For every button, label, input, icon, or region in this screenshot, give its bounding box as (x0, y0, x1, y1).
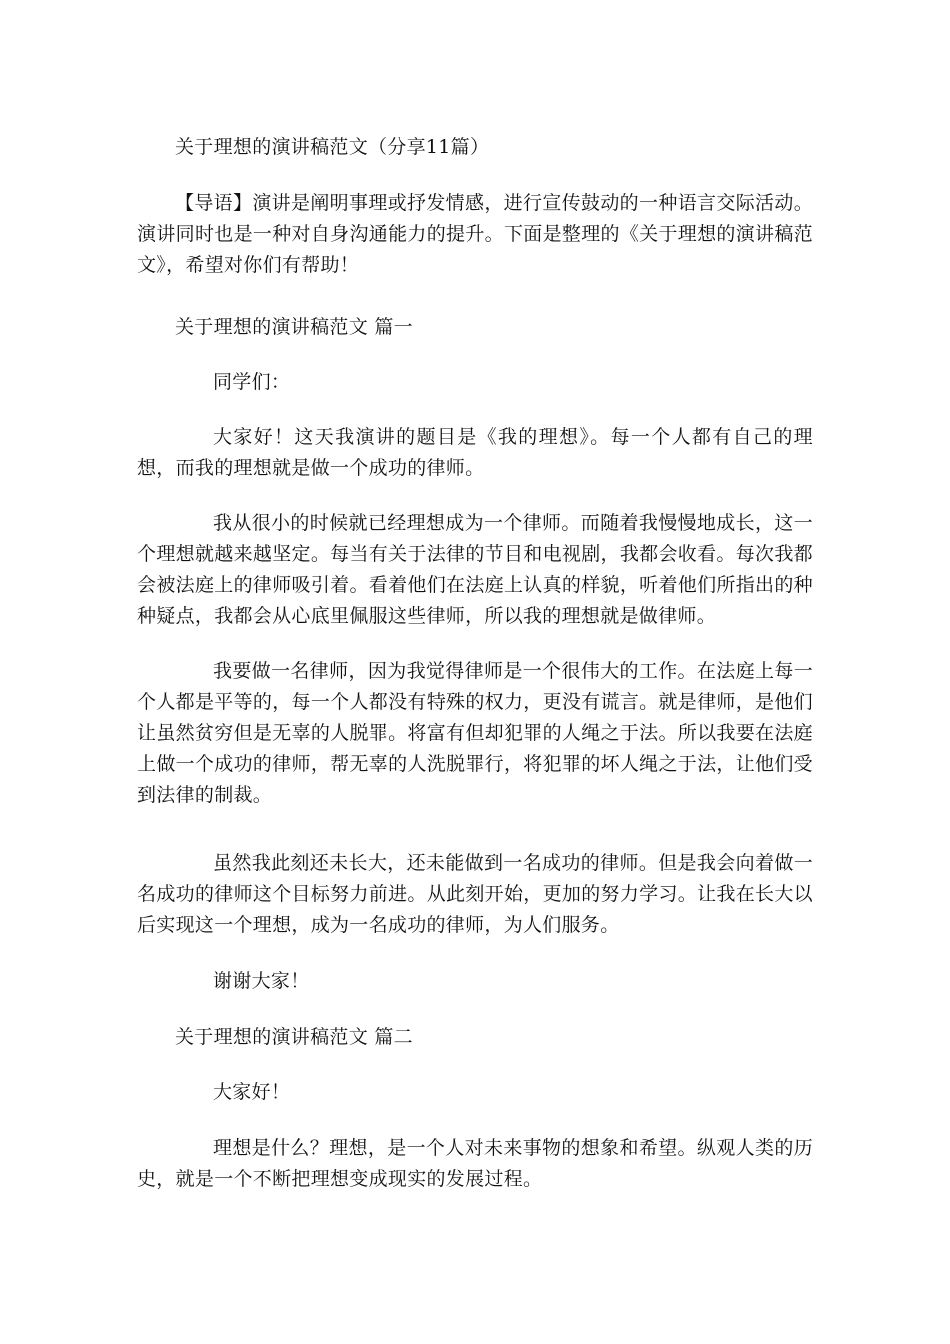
document-title: 关于理想的演讲稿范文（分享11篇） (175, 136, 490, 158)
paragraph-1-4: 虽然我此刻还未长大，还未能做到一名成功的律师。但是我会向着做一名成功的律师这个目标努力前进。从此刻开始，更加的努力学习。让我在长大以后实现这一个理想，成为一名成功的律师，为人们服务。 (137, 852, 813, 936)
paragraph-1-3: 我要做一名律师，因为我觉得律师是一个很伟大的工作。在法庭上每一个人都是平等的，每一个人都没有特殊的权力，更没有谎言。就是律师，是他们让虽然贫穷但是无辜的人脱罪。将富有但却犯罪的人绳之于法。所以我要在法庭上做一个成功的律师，帮无辜的人洗脱罪行，将犯罪的坏人绳之于法，让他们受到法律的制裁。 (137, 660, 813, 806)
intro-paragraph: 【导语】演讲是阐明事理或抒发情感，进行宣传鼓动的一种语言交际活动。演讲同时也是一种对自身沟通能力的提升。下面是整理的《关于理想的演讲稿范文》，希望对你们有帮助！ (137, 192, 813, 276)
section-heading-2: 关于理想的演讲稿范文 篇二 (175, 1026, 413, 1048)
salutation-1: 同学们： (213, 371, 291, 393)
paragraph-2-1: 理想是什么？理想，是一个人对未来事物的想象和希望。纵观人类的历史，就是一个不断把理想变成现实的发展过程。 (137, 1137, 813, 1190)
closing-1: 谢谢大家！ (213, 970, 310, 992)
paragraph-1-1: 大家好！这天我演讲的题目是《我的理想》。每一个人都有自己的理想，而我的理想就是做一个成功的律师。 (137, 426, 813, 479)
paragraph-1-2: 我从很小的时候就已经理想成为一个律师。而随着我慢慢地成长，这一个理想就越来越坚定。每当有关于法律的节目和电视剧，我都会收看。每次我都会被法庭上的律师吸引着。看着他们在法庭上认真的样貌，听着他们所指出的种种疑点，我都会从心底里佩服这些律师，所以我的理想就是做律师。 (137, 512, 813, 627)
section-heading-1: 关于理想的演讲稿范文 篇一 (175, 316, 413, 338)
salutation-2: 大家好！ (213, 1081, 291, 1103)
